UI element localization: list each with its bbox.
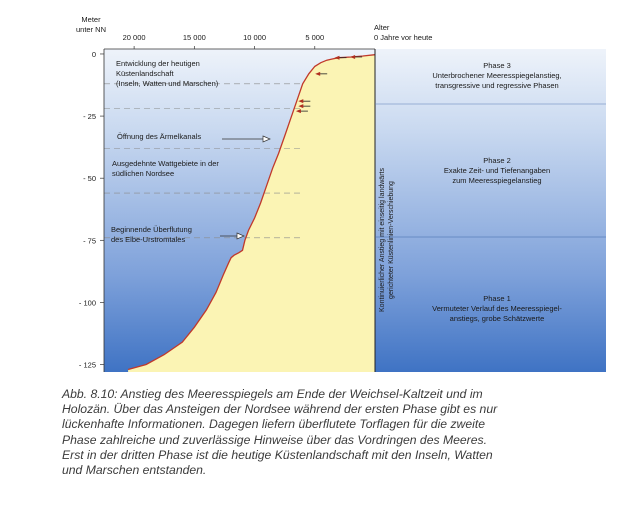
y-tick-label: 0 [91, 49, 96, 59]
annotation-tidal-flats-line2: südlichen Nordsee [112, 169, 175, 178]
phase-1-text-line1: Vermuteter Verlauf des Meeresspiegel- [432, 304, 562, 313]
phase-1-text-line2: anstiegs, grobe Schätzwerte [449, 314, 545, 323]
x-tick-label: 20 000 [122, 33, 146, 42]
caption-line-3: lückenhafte Informationen. Dagegen liefern überflutete Torflagen für die zweite [62, 417, 485, 432]
x-axis-title-line1: Alter [374, 23, 390, 32]
y-tick-label: - 125 [78, 360, 96, 370]
y-tick-label: - 25 [83, 112, 96, 122]
phase-3-text-line1: Unterbrochener Meeresspiegelanstieg, [432, 71, 562, 80]
caption-line-5: Erst in der dritten Phase ist die heutige Küstenlandschaft mit den Inseln, Watten [62, 447, 493, 462]
phase-2-text-line1: Exakte Zeit- und Tiefenangaben [443, 166, 551, 175]
phase-2-title: Phase 2 [483, 156, 511, 165]
figure-caption [62, 387, 622, 478]
phase-3-title: Phase 3 [483, 61, 511, 70]
y-axis-title-line1: Meter [81, 15, 101, 24]
caption-line-2: Holozän. Über das Ansteigen der Nordsee während der ersten Phase gibt es nur [62, 402, 498, 417]
annotation-tidal-flats-line1: Ausgedehnte Wattgebiete in der [112, 159, 219, 168]
x-axis-title-line2: 0 Jahre vor heute [374, 33, 433, 42]
y-axis-title-line2: unter NN [75, 25, 107, 34]
y-tick-label: - 100 [78, 298, 96, 308]
phase-2-text-line2: zum Meeresspiegelanstieg [452, 176, 542, 185]
vertical-note-line1: Kontinuierlicher Anstieg mit einseitig landwärts [379, 168, 386, 312]
caption-line-6: und Marschen entstanden. [62, 463, 207, 478]
annotation-channel-opening: Öffnung des Ärmelkanals [117, 132, 202, 141]
annotation-elbe-flooding-line2: des Elbe-Urstromtales [111, 235, 186, 244]
annotation-coastal-development-line2: Küstenlandschaft [116, 69, 174, 78]
phase-panel-background [375, 49, 606, 372]
x-tick-label: 5 000 [305, 33, 325, 42]
annotation-coastal-development-line1: Entwicklung der heutigen [116, 59, 200, 68]
phase-1-title: Phase 1 [483, 294, 511, 303]
y-tick-label: - 75 [83, 236, 96, 246]
phase-3-text-line2: transgressive und regressive Phasen [435, 81, 559, 90]
y-tick-label: - 50 [83, 174, 96, 184]
x-tick-label: 10 000 [243, 33, 267, 42]
vertical-note-line2: gerichteter Küstenlinien-Verschiebung [388, 181, 395, 299]
annotation-coastal-development-line3: (Inseln, Watten und Marschen) [116, 79, 219, 88]
caption-line-1: Abb. 8.10: Anstieg des Meeresspiegels am Ende der Weichsel-Kaltzeit und im [62, 387, 483, 401]
caption-line-4: Phase zahlreiche und zuverlässige Hinweise über das Vordringen des Meeres. [62, 432, 487, 447]
annotation-elbe-flooding-line1: Beginnende Überflutung [111, 225, 192, 234]
x-tick-label: 15 000 [182, 33, 206, 42]
